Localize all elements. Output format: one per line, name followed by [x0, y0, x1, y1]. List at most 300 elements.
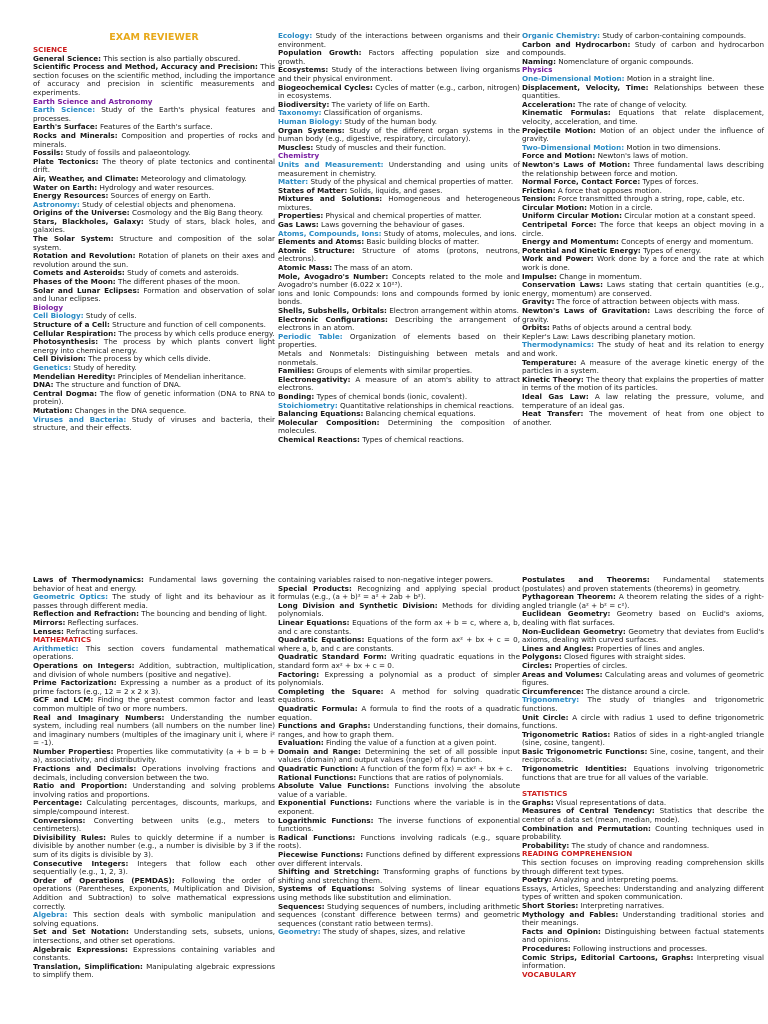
entry-term: Mutation: [33, 405, 73, 415]
entry-text: Rules to quickly determine if a number is divisible by another number (e.g., a number is divisible by 3 if the sum of its digits is divisible by 3). [33, 832, 275, 859]
entry-text: Addition, subtraction, multiplication, and division of whole numbers (positive and negative). [33, 660, 275, 679]
entry-term: Phases of the Moon: [33, 277, 116, 287]
entry [278, 49, 520, 66]
entry [278, 868, 520, 885]
entry-text: Functions involving the absolute value of a variable. [278, 781, 520, 799]
entry-term: Air, Weather, and Climate: [33, 173, 139, 183]
entry-term: Fractions and Decimals: [33, 764, 137, 774]
entry-text: Types of energy. [640, 245, 702, 255]
entry-term: Geometry: [278, 927, 321, 937]
entry-term: Structure of a Cell: [33, 320, 110, 329]
entry-term: Comic Strips, Editorial Cartoons, Graphs: [522, 952, 694, 962]
entry-term: Kinematic Formulas: [522, 108, 611, 118]
entry-text: The bouncing and bending of light. [138, 609, 268, 619]
entry-text: The force of attraction between objects with mass. [554, 297, 740, 307]
entry [522, 885, 764, 902]
entry-term: Translation, Simplification: [33, 961, 143, 971]
entry-term: Photosynthesis: [33, 337, 99, 347]
entry-term: Quadratic Formula: [278, 703, 358, 713]
entry-term: Cell Division: [33, 354, 86, 364]
entry [278, 350, 520, 367]
entry-text: Interpreting narratives. [578, 900, 665, 910]
entry-term: Geometric Optics: [33, 592, 108, 602]
entry-term: Shifting and Stretching: [278, 867, 380, 877]
entry-term: Temperature: [522, 357, 577, 367]
entry-term: Human Biology: [278, 116, 343, 126]
entry-term: One-Dimensional Motion: [522, 73, 625, 83]
entry [278, 782, 520, 799]
document-title: EXAM REVIEWER [109, 32, 199, 43]
entry-text: Laws stating that certain quantities (e.g., energy, momentum) are conserved. [522, 280, 765, 298]
entry-term: Conservation Laws: [522, 280, 603, 290]
entry [522, 714, 764, 731]
entry [33, 390, 275, 407]
entry [522, 593, 764, 610]
entry-text: The mass of an atom. [332, 263, 413, 273]
entry-term: Evaluation: [278, 738, 324, 748]
entry-text: Types of chemical reactions. [359, 434, 464, 444]
entry-text: Geometry based on Euclid's axioms, dealing with flat surfaces. [522, 609, 764, 627]
entry-text: Laws governing the behaviour of gases. [318, 220, 465, 230]
entry-term: Stars, Blackholes, Galaxy: [33, 216, 144, 226]
entry-text: Methods for dividing polynomials. [278, 600, 520, 619]
entry-text: Study of cells. [83, 311, 137, 321]
entry-term: Gas Laws: [278, 220, 319, 230]
entry-term: Areas and Volumes: [522, 669, 603, 679]
entry-term: Set and Set Notation: [33, 927, 129, 937]
entry-term: Mole, Avogadro's Number: [278, 271, 389, 281]
section-heading: Chemistry [278, 151, 320, 161]
section-heading: SCIENCE [33, 45, 68, 54]
entry-term: Kinetic Theory: [522, 374, 584, 384]
entry-text: Understanding and solving problems involving ratios and proportions. [33, 781, 276, 799]
entry-term: Special Products: [278, 583, 352, 593]
entry-term: Normal Force, Contact Force: [522, 177, 641, 187]
entry-term: Circumference: [522, 686, 584, 696]
entry-term: Astronomy: [33, 199, 80, 209]
entry-text: Study of the interactions between living organisms and their physical environment. [278, 65, 520, 83]
entry [278, 585, 520, 602]
entry-text: Study of the Earth's physical features and processes. [33, 105, 275, 123]
entry-text: Finding the greatest common factor and least common multiple of two or more numbers. [33, 695, 275, 713]
entry-term: Electronegativity: [278, 374, 351, 384]
entry-text: Expressions containing variables and constants. [33, 944, 275, 963]
entry-term: Order of Operations (PEMDAS): [33, 875, 175, 885]
entry-text: Types of forces. [640, 177, 699, 187]
entry-term: Centripetal Force: [522, 220, 597, 230]
entry-term: Ecology: [278, 31, 313, 40]
entry-text: Concepts related to the mole and Avogadro's number (6.022 x 10²³). [278, 271, 520, 290]
entry [33, 679, 275, 696]
entry-term: Number Properties: [33, 746, 114, 756]
entry-text: Work done by a force and the rate at which work is done. [522, 254, 764, 273]
entry-term: Ratio and Proportion: [33, 781, 128, 791]
entry-term: Consecutive Integers: [33, 858, 129, 868]
entry-term: Trigonometric Ratios: [522, 729, 611, 739]
entry [278, 84, 520, 101]
entry [278, 436, 520, 445]
entry-text: Refracting surfaces. [63, 626, 138, 636]
entry-text: Converting between units (e.g., meters to centimeters). [33, 815, 275, 834]
entry [522, 954, 764, 971]
entry-term: Trigonometric Identities: [522, 764, 627, 774]
entry [278, 928, 520, 937]
entry [33, 158, 275, 175]
entry-text: Functions where the variable is in the exponent. [278, 798, 520, 817]
entry-term: Force and Motion: [522, 151, 596, 161]
bottom-column-2 [278, 576, 520, 937]
entry-term: Completing the Square: [278, 686, 384, 696]
entry [278, 799, 520, 816]
entry-term: Biogeochemical Cycles: [278, 82, 373, 92]
entry-term: Mythology and Fables: [522, 909, 619, 919]
entry [33, 287, 275, 304]
entry-text: This section deals with symbolic manipulation and solving equations. [33, 910, 275, 928]
entry-text: Closed figures with straight sides. [561, 652, 686, 662]
entry-text: The process by which plants convert light energy into chemical energy. [33, 337, 275, 355]
entry [522, 109, 764, 126]
entry-term: Cellular Respiration: [33, 328, 117, 338]
entry-text: Solids, liquids, and gases. [347, 185, 443, 195]
entry-text: This section focuses on improving reading comprehension skills through different text types. [522, 858, 764, 876]
entry [278, 851, 520, 868]
entry-term: Friction: [522, 185, 556, 195]
entry-term: Displacement, Velocity, Time: [522, 82, 649, 92]
entry [522, 376, 764, 393]
entry-term: Solar and Lunar Eclipses: [33, 285, 140, 295]
entry-term: Newton's Laws of Gravitation: [522, 306, 651, 315]
entry [33, 817, 275, 834]
entry-term: Atomic Structure: [278, 245, 355, 255]
section-heading: Physics [522, 65, 553, 75]
entry-text: Study of heredity. [71, 362, 137, 372]
entry-term: Ideal Gas Law: [522, 391, 589, 401]
entry-text: This section focuses on the scientific method, including the importance of accuracy and precision in scientific measurements and experiments. [33, 62, 275, 97]
entry-term: Algebra: [33, 910, 68, 920]
entry-term: Taxonomy: [278, 108, 322, 118]
entry-text: Structure and composition of the solar system. [33, 234, 275, 252]
entry-text: Homogeneous and heterogeneous mixtures. [278, 194, 521, 212]
entry-text: The movement of heat from one object to another. [522, 409, 764, 427]
entry-term: Two-Dimensional Motion: [522, 142, 625, 152]
entry-term: Scientific Process and Method, Accuracy and Precision: [33, 62, 258, 72]
entry-term: Conversions: [33, 815, 86, 825]
entry-text: Newton's laws of motion. [595, 151, 688, 161]
entry-text: The study of shapes, sizes, and relative [320, 927, 466, 937]
entry-text: Fundamental statements (postulates) and proven statements (theorems) in geometry. [522, 575, 764, 593]
bottom-column-1 [33, 576, 275, 980]
entry [278, 32, 520, 49]
entry-term: Earth's Surface: [33, 122, 98, 132]
entry-text: Study of the different organ systems in the human body (e.g., digestive, respiratory, circulatory). [278, 125, 520, 144]
entry-term: Tension: [522, 194, 556, 204]
entry-term: General Science: [33, 53, 102, 63]
entry [33, 946, 275, 963]
entry-text: Changes in the DNA sequence. [72, 405, 187, 415]
entry-text: Determining the composition of molecules. [278, 417, 520, 436]
entry-text: A circle with radius 1 used to define trigonometric functions. [522, 712, 764, 731]
entry-term: Elements and Atoms: [278, 237, 365, 247]
entry-text: Calculating percentages, discounts, markups, and simple/compound interest. [33, 798, 275, 817]
entry [522, 341, 764, 358]
entry-term: Logarithmic Functions: [278, 815, 374, 825]
entry-text: The variety of life on Earth. [329, 99, 430, 109]
entry-text: The process by which cells divide. [85, 354, 211, 364]
entry [33, 662, 275, 679]
entry-term: Unit Circle: [522, 712, 569, 722]
entry-text: Change in momentum. [556, 271, 642, 281]
entry-term: Potential and Kinetic Energy: [522, 245, 641, 255]
entry-term: Projectile Motion: [522, 125, 596, 135]
entry-text: Expressing a number as a product of its prime factors (e.g., 12 = 2 x 2 x 3). [33, 678, 275, 696]
entry-text: Circular motion at a constant speed. [621, 211, 756, 221]
entry-term: Uniform Circular Motion: [522, 211, 622, 221]
entry [522, 765, 764, 782]
entry-text: Fundamental laws governing the behavior of heat and energy. [33, 575, 276, 593]
entry-text: Electron arrangement within atoms. [386, 306, 519, 315]
entry-term: Graphs: [522, 797, 554, 807]
entry-text: Study of stars, black holes, and galaxies. [33, 216, 276, 235]
entry [278, 273, 520, 290]
entry-text: Properties of lines and angles. [593, 643, 705, 653]
entry-term: Families: [278, 366, 315, 376]
entry-text: Force transmitted through a string, rope, cable, etc. [555, 194, 745, 204]
entry-term: Thermodynamics: [522, 340, 595, 350]
entry [278, 885, 520, 902]
entry-term: Bonding: [278, 391, 315, 401]
entry-text: Following instructions and processes. [570, 943, 708, 953]
entry-term: Rational Functions: [278, 772, 357, 782]
entry-term: Trigonometry: [522, 695, 580, 705]
entry-text: Study of muscles and their function. [313, 142, 447, 152]
entry-text: Sine, cosine, tangent, and their reciprocals. [522, 746, 764, 765]
entry-text: Meteorology and climatology. [138, 173, 247, 183]
entry-text: Motion in a circle. [586, 202, 653, 212]
entry-term: Reflection and Refraction: [33, 609, 139, 619]
entry [522, 127, 764, 144]
entry-text: Features of the Earth's surface. [97, 122, 213, 132]
entry-term: Genetics: [33, 362, 72, 372]
entry-term: Plate Tectonics: [33, 156, 99, 166]
entry [278, 247, 520, 264]
entry-text: Study of fossils and palaeontology. [63, 148, 191, 158]
entry-text: Equations involving trigonometric functions that are true for all values of the variable. [522, 764, 765, 782]
entry-text: Quantitative relationships in chemical reactions. [337, 400, 515, 410]
entry-term: Algebraic Expressions: [33, 944, 128, 954]
entry-term: Gravity: [522, 297, 555, 307]
entry-text: Classification of organisms. [321, 108, 423, 118]
entry [522, 58, 764, 67]
entry-text: The force that keeps an object moving in a circle. [522, 220, 765, 238]
entry [522, 221, 764, 238]
entry-text: Formation and observation of solar and lunar eclipses. [33, 285, 275, 304]
entry-text: A theorem relating the sides of a right-angled triangle (a² + b² = c²). [522, 592, 764, 610]
top-column-2 [278, 32, 520, 445]
entry-text: The rate of change of velocity. [575, 99, 687, 109]
entry-term: Matter: [278, 177, 309, 187]
entry-text: Study of comets and asteroids. [124, 268, 239, 278]
entry-text: Statistics that describe the center of a data set (mean, median, mode). [522, 806, 764, 825]
entry-term: Arithmetic: [33, 643, 79, 653]
entry-text: Laws describing the force of gravity. [522, 306, 764, 324]
entry [278, 636, 520, 653]
entry-text: Basic building blocks of matter. [364, 237, 480, 247]
entry [522, 671, 764, 688]
entry-term: Systems of Equations: [278, 884, 375, 894]
entry-term: DNA: [33, 380, 54, 390]
entry-text: Motion in a straight line. [624, 73, 715, 83]
entry-term: The Solar System: [33, 234, 114, 244]
entry-text: Structure of atoms (protons, neutrons, electrons). [278, 245, 520, 264]
entry-text: Types of chemical bonds (ionic, covalent). [314, 391, 468, 401]
entry-term: Rocks and Minerals: [33, 130, 118, 140]
entry-term: Piecewise Functions: [278, 850, 364, 859]
entry [522, 628, 764, 645]
entry-text: The distance around a circle. [583, 686, 691, 696]
entry [278, 195, 520, 212]
entry-term: GCF and LCM: [33, 695, 94, 705]
section-heading: READING COMPREHENSION [522, 849, 633, 859]
entry-term: Heat Transfer: [522, 409, 584, 419]
entry-text: The study of heat and its relation to energy and work. [522, 340, 764, 358]
entry-text: Recognizing and applying special product formulas (e.g., (a + b)² = a² + 2ab + b²). [278, 583, 520, 602]
entry [522, 859, 764, 876]
entry-text: Transforming graphs of functions by shifting and stretching them. [278, 867, 520, 885]
entry-text: Solving systems of linear equations using methods like substitution and elimination. [278, 884, 520, 902]
entry-term: Units and Measurement: [278, 159, 384, 169]
entry-term: Comets and Asteroids: [33, 268, 125, 278]
entry-text: Equations of the form ax + b = c, where a, b, and c are constants. [278, 617, 521, 636]
entry-text: Geometry that deviates from Euclid's axioms, dealing with curved surfaces. [522, 626, 765, 645]
entry [33, 593, 275, 610]
entry-text: Properties like commutativity (a + b = b + a), associativity, and distributivity. [33, 746, 276, 765]
entry-text: A law relating the pressure, volume, and temperature of an ideal gas. [522, 391, 764, 410]
top-column-3 [522, 32, 764, 427]
section-heading: VOCABULARY [522, 969, 577, 979]
entry-term: Water on Earth: [33, 182, 98, 192]
entry-term: Functions and Graphs: [278, 721, 371, 731]
entry-term: Radical Functions: [278, 832, 356, 842]
entry-text: Relationships between these quantities. [522, 82, 764, 101]
entry-term: Quadratic Function: [278, 764, 359, 774]
entry-term: Non-Euclidean Geometry: [522, 626, 626, 636]
entry-term: Ecosystems: [278, 65, 329, 75]
entry [33, 338, 275, 355]
entry-term: Postulates and Theorems: [522, 575, 650, 584]
entry-text: Essays, Articles, Speeches: Understanding and analyzing different types of written and spoken communication. [522, 883, 764, 902]
entry-text: Interpreting visual information. [522, 952, 764, 971]
entry-term: Mirrors: [33, 617, 66, 627]
entry-term: Laws of Thermodynamics: [33, 575, 144, 584]
entry-text: Understanding sets, subsets, unions, intersections, and other set operations. [33, 927, 275, 945]
entry [33, 714, 275, 748]
entry [33, 877, 275, 911]
entry-term: Fossils: [33, 148, 64, 158]
entry-text: The study of chance and randomness. [569, 840, 710, 850]
entry-term: Circles: [522, 660, 553, 670]
entry-text: Reflecting surfaces. [65, 617, 139, 627]
entry-text: A measure of the average kinetic energy of the particles in a system. [522, 357, 764, 376]
entry-term: Lenses: [33, 626, 64, 636]
entry-term: Cell Biology: [33, 311, 84, 321]
entry [522, 610, 764, 627]
entry-term: Real and Imaginary Numbers: [33, 712, 165, 722]
entry-term: Biodiversity: [278, 99, 330, 109]
entry-term: Atomic Mass: [278, 263, 333, 273]
entry-text: Counting techniques used in probability. [522, 823, 764, 842]
entry [522, 825, 764, 842]
entry-term: Acceleration: [522, 99, 576, 109]
entry [33, 645, 275, 662]
entry [522, 928, 764, 945]
entry-term: Electronic Configurations: [278, 314, 388, 324]
entry-term: Facts and Opinion: [522, 926, 601, 936]
entry-term: Circular Motion: [522, 202, 587, 212]
entry-text: Understanding functions, their domains, ranges, and how to graph them. [278, 721, 520, 739]
entry-text: Describing the arrangement of electrons in an atom. [278, 314, 520, 333]
entry [278, 127, 520, 144]
entry-term: Quadratic Equations: [278, 635, 365, 645]
entry-text: Study of the physical and chemical properties of matter. [308, 177, 514, 187]
entry-text: A function of the form f(x) = ax² + bx + c. [358, 764, 513, 774]
entry-term: Organ Systems: [278, 125, 345, 135]
entry-text: Paths of objects around a central body. [549, 323, 693, 333]
entry-text: Sources of energy on Earth. [108, 191, 211, 201]
entry-term: Poetry: [522, 875, 552, 885]
entry-term: Percentage: [33, 798, 83, 808]
entry-text: Distinguishing between factual statements and opinions. [522, 926, 764, 945]
entry-text: Structure and function of cell components. [109, 320, 266, 329]
entry [33, 748, 275, 765]
entry-term: Orbits: [522, 323, 550, 333]
entry [278, 602, 520, 619]
entry-term: Molecular Composition: [278, 417, 380, 427]
entry-text: Writing quadratic equations in the standard form ax² + bx + c = 0. [278, 652, 520, 670]
entry-term: Exponential Functions: [278, 798, 373, 808]
entry [278, 333, 520, 350]
entry [278, 903, 520, 929]
entry-term: Long Division and Synthetic Division: [278, 600, 438, 610]
entry [522, 696, 764, 713]
entry-term: Viruses and Bacteria: [33, 414, 127, 424]
entry [33, 416, 275, 433]
entry-term: Lines and Angles: [522, 643, 594, 653]
entry-term: Energy and Momentum: [522, 237, 619, 247]
entry [522, 748, 764, 765]
entry [33, 799, 275, 816]
entry [278, 376, 520, 393]
entry-term: Stoichiometry: [278, 400, 338, 410]
entry [278, 619, 520, 636]
entry-text: Study of the human body. [342, 116, 438, 126]
entry-term: Impulse: [522, 271, 557, 281]
entry-text: Study of celestial objects and phenomena. [79, 199, 236, 209]
entry-term: Sequences: [278, 901, 325, 911]
entry-text: Functions that are ratios of polynomials. [356, 772, 504, 782]
entry-text: The theory of plate tectonics and continental drift. [33, 156, 275, 175]
entry [278, 66, 520, 83]
entry-term: Absolute Value Functions: [278, 781, 390, 791]
entry [522, 393, 764, 410]
entry-text: Studying sequences of numbers, including arithmetic sequences (constant difference between terms) and geometric sequences (constant ratio between terms). [278, 901, 520, 928]
entry-term: Balancing Equations: [278, 409, 364, 419]
entry [33, 696, 275, 713]
entry-text: Functions defined by different expressions over different intervals. [278, 850, 520, 868]
entry-text: The process by which cells produce energy. [116, 328, 275, 338]
entry [278, 748, 520, 765]
entry-text: Operations involving fractions and decimals, including conversion between the two. [33, 764, 275, 782]
entry [33, 765, 275, 782]
